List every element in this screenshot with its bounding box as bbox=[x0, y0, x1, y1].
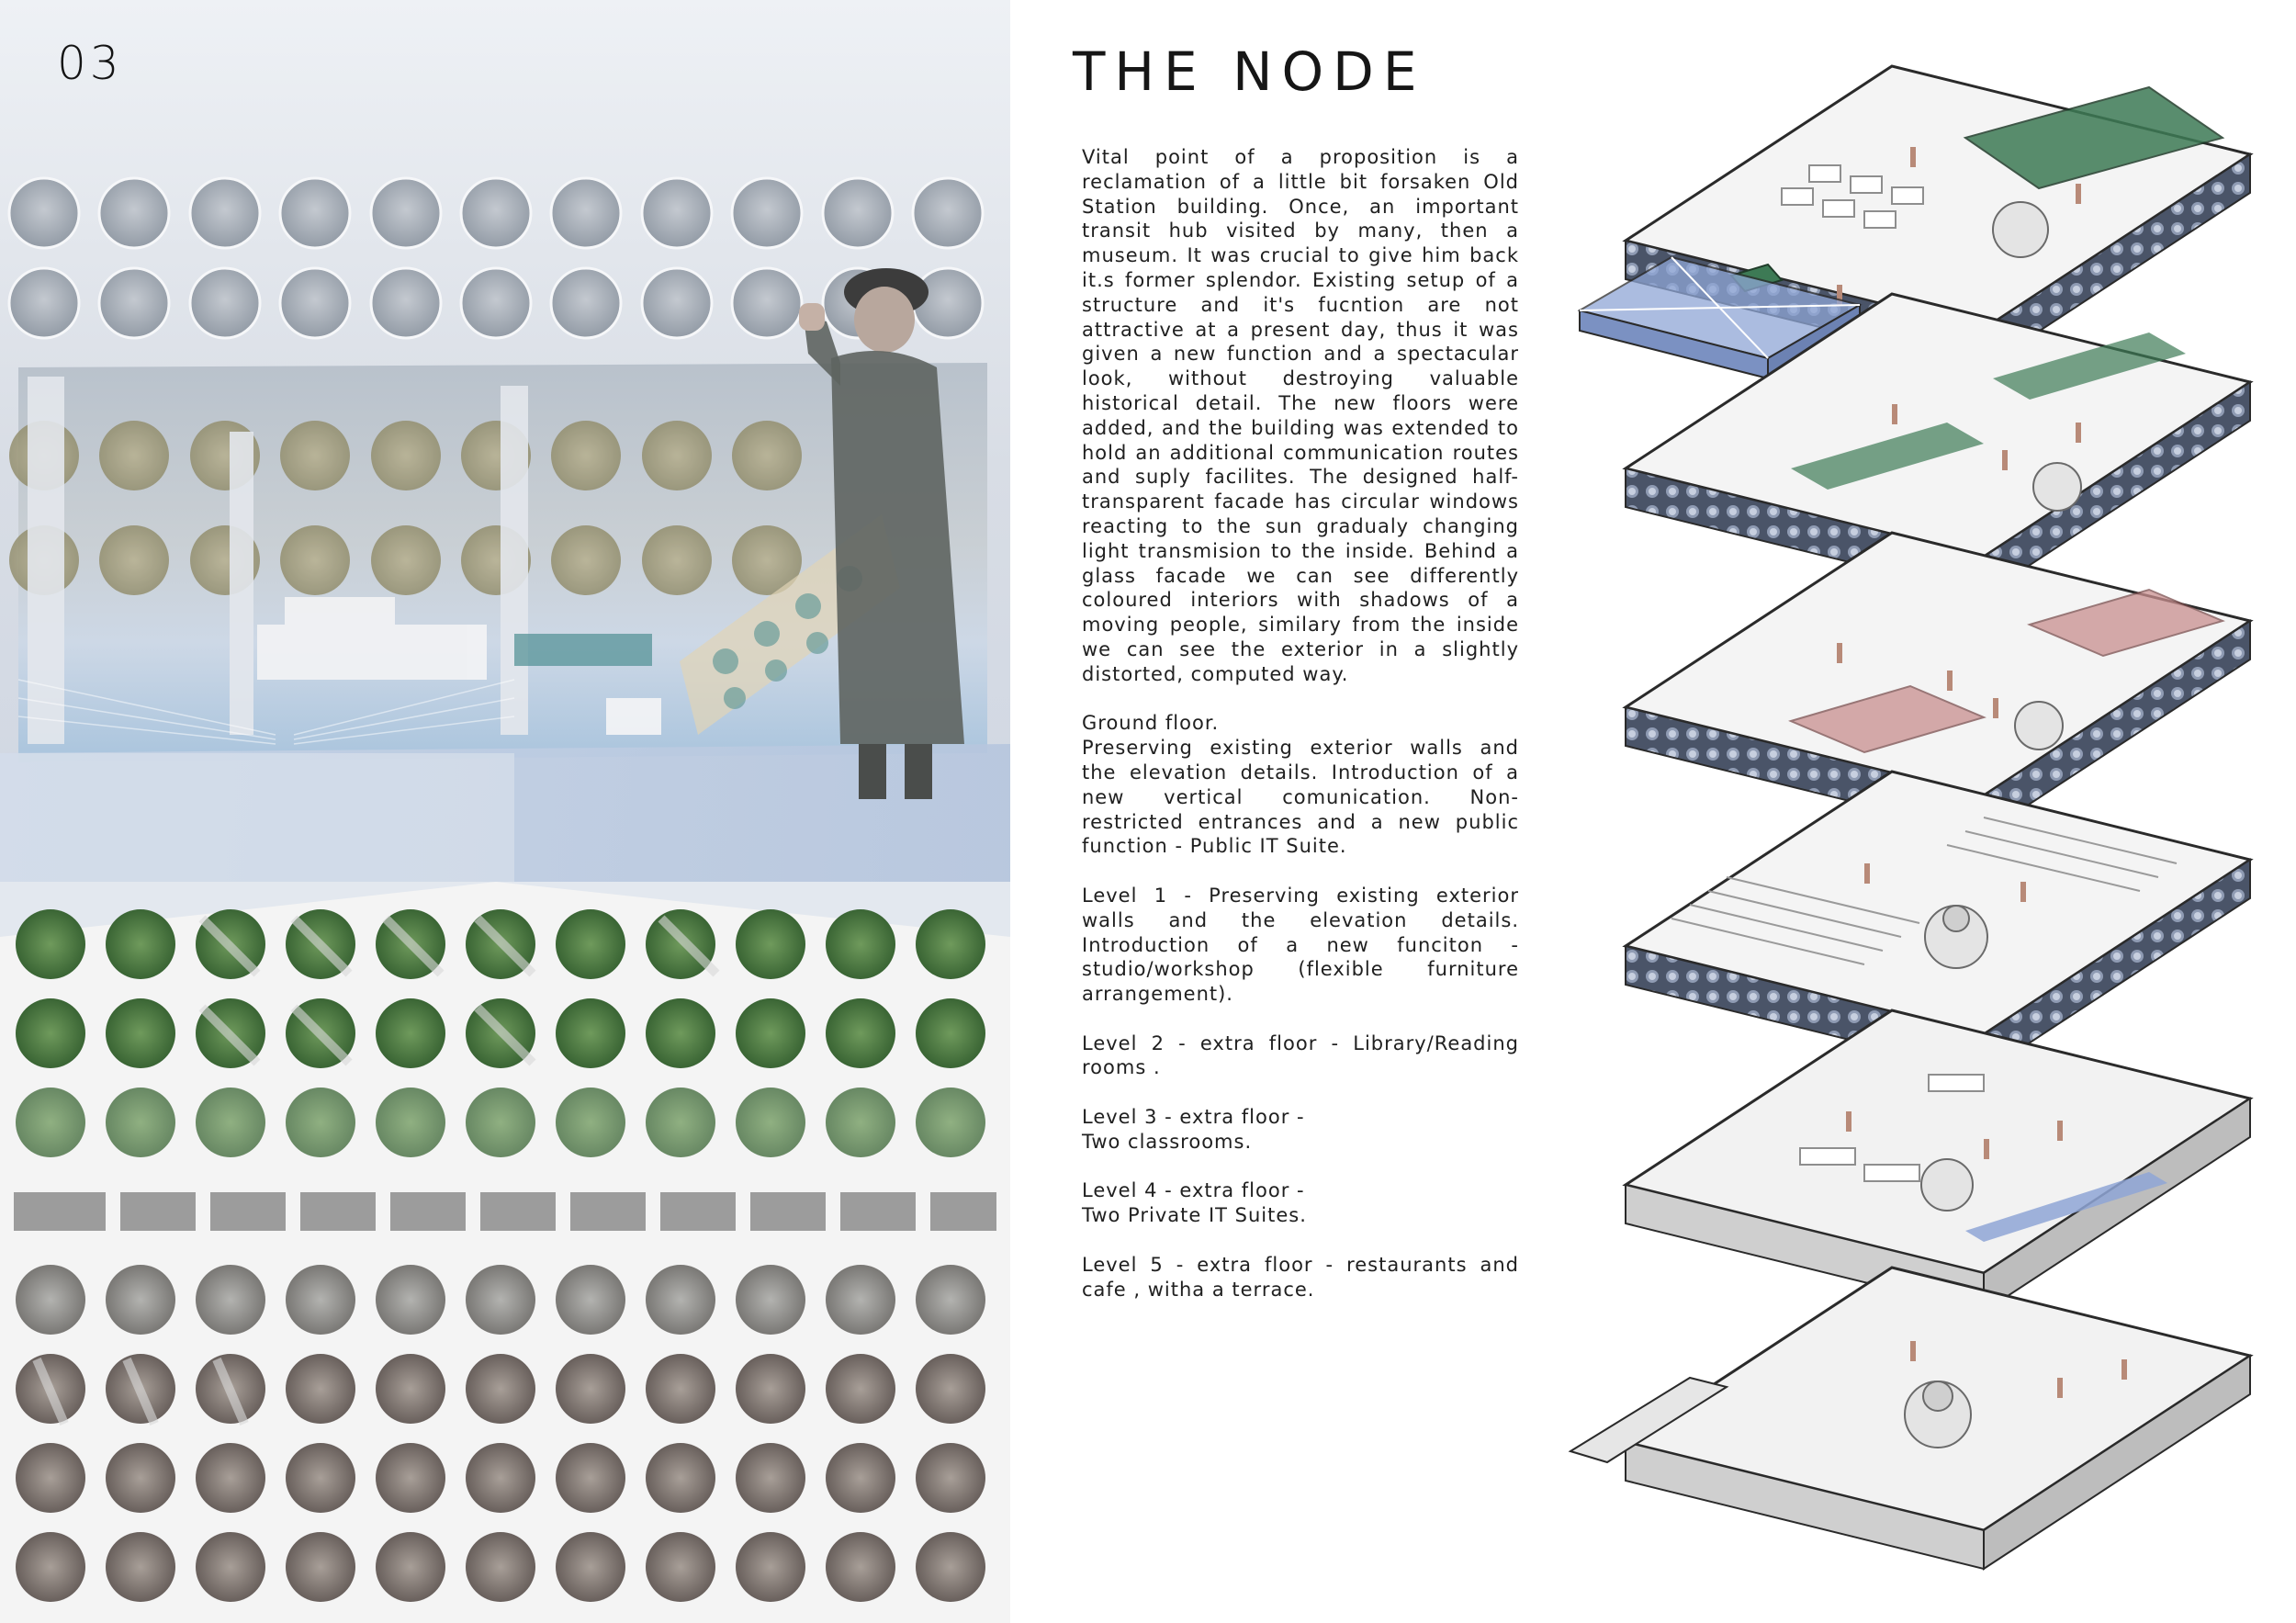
level-2-text: Level 2 - extra floor - Library/Reading rooms . bbox=[1082, 1031, 1519, 1079]
page-title: THE NODE bbox=[1073, 40, 1426, 103]
level-3-text: Two classrooms. bbox=[1082, 1130, 1253, 1153]
level-4-text: Two Private IT Suites. bbox=[1082, 1204, 1307, 1227]
perforated-facade-pattern bbox=[0, 882, 1010, 1623]
render-panel bbox=[0, 0, 1010, 1623]
description-text bbox=[1082, 145, 1519, 1302]
level-5-text: Level 5 - extra floor - restaurants and cafe , witha a terrace. bbox=[1082, 1253, 1519, 1301]
ground-floor-text: Preserving existing exterior walls and the elevation details. Introduction of a new vertical comunication. Non-restricted entrances and a new public function - Public IT Suite. bbox=[1082, 737, 1519, 858]
ground-floor-heading: Ground floor. bbox=[1082, 712, 1220, 735]
level-1-text: Level 1 - Preserving existing exterior walls and the elevation details. Introduction of a new funciton - studio/workshop (flexible furniture arrangement). bbox=[1082, 884, 1519, 1006]
level-1-plan bbox=[1626, 1010, 2250, 1312]
intro-paragraph: Vital point of a proposition is a reclamation of a little bit forsaken Old Station building. Once, an important transit hub visited by many, then a museum. It was crucial to give him back it.s former splendor. Existing setup of a structure and it's fucntion are not attractive at a present day, thus it was given a new function and a spectacular look, without destroying valuable historical detail. The new floors were added, and the building was extended to hold an additional communication routes and suply facilites. The designed half-transparent facade has circular windows reacting to the sun gradualy changing light transmision to the inside. Behind a glass facade we can see differently coloured interiors with shadows of a moving people, similary from the inside we can see the exterior in a slightly distorted, computed way. bbox=[1082, 146, 1519, 685]
interior-render bbox=[0, 0, 1010, 928]
exploded-axonometric bbox=[1561, 37, 2278, 1589]
page-number: 03 bbox=[57, 37, 123, 90]
level-4-heading: Level 4 - extra floor - bbox=[1082, 1179, 1305, 1202]
ground-floor-plan bbox=[1570, 1268, 2250, 1569]
level-3-heading: Level 3 - extra floor - bbox=[1082, 1106, 1305, 1129]
